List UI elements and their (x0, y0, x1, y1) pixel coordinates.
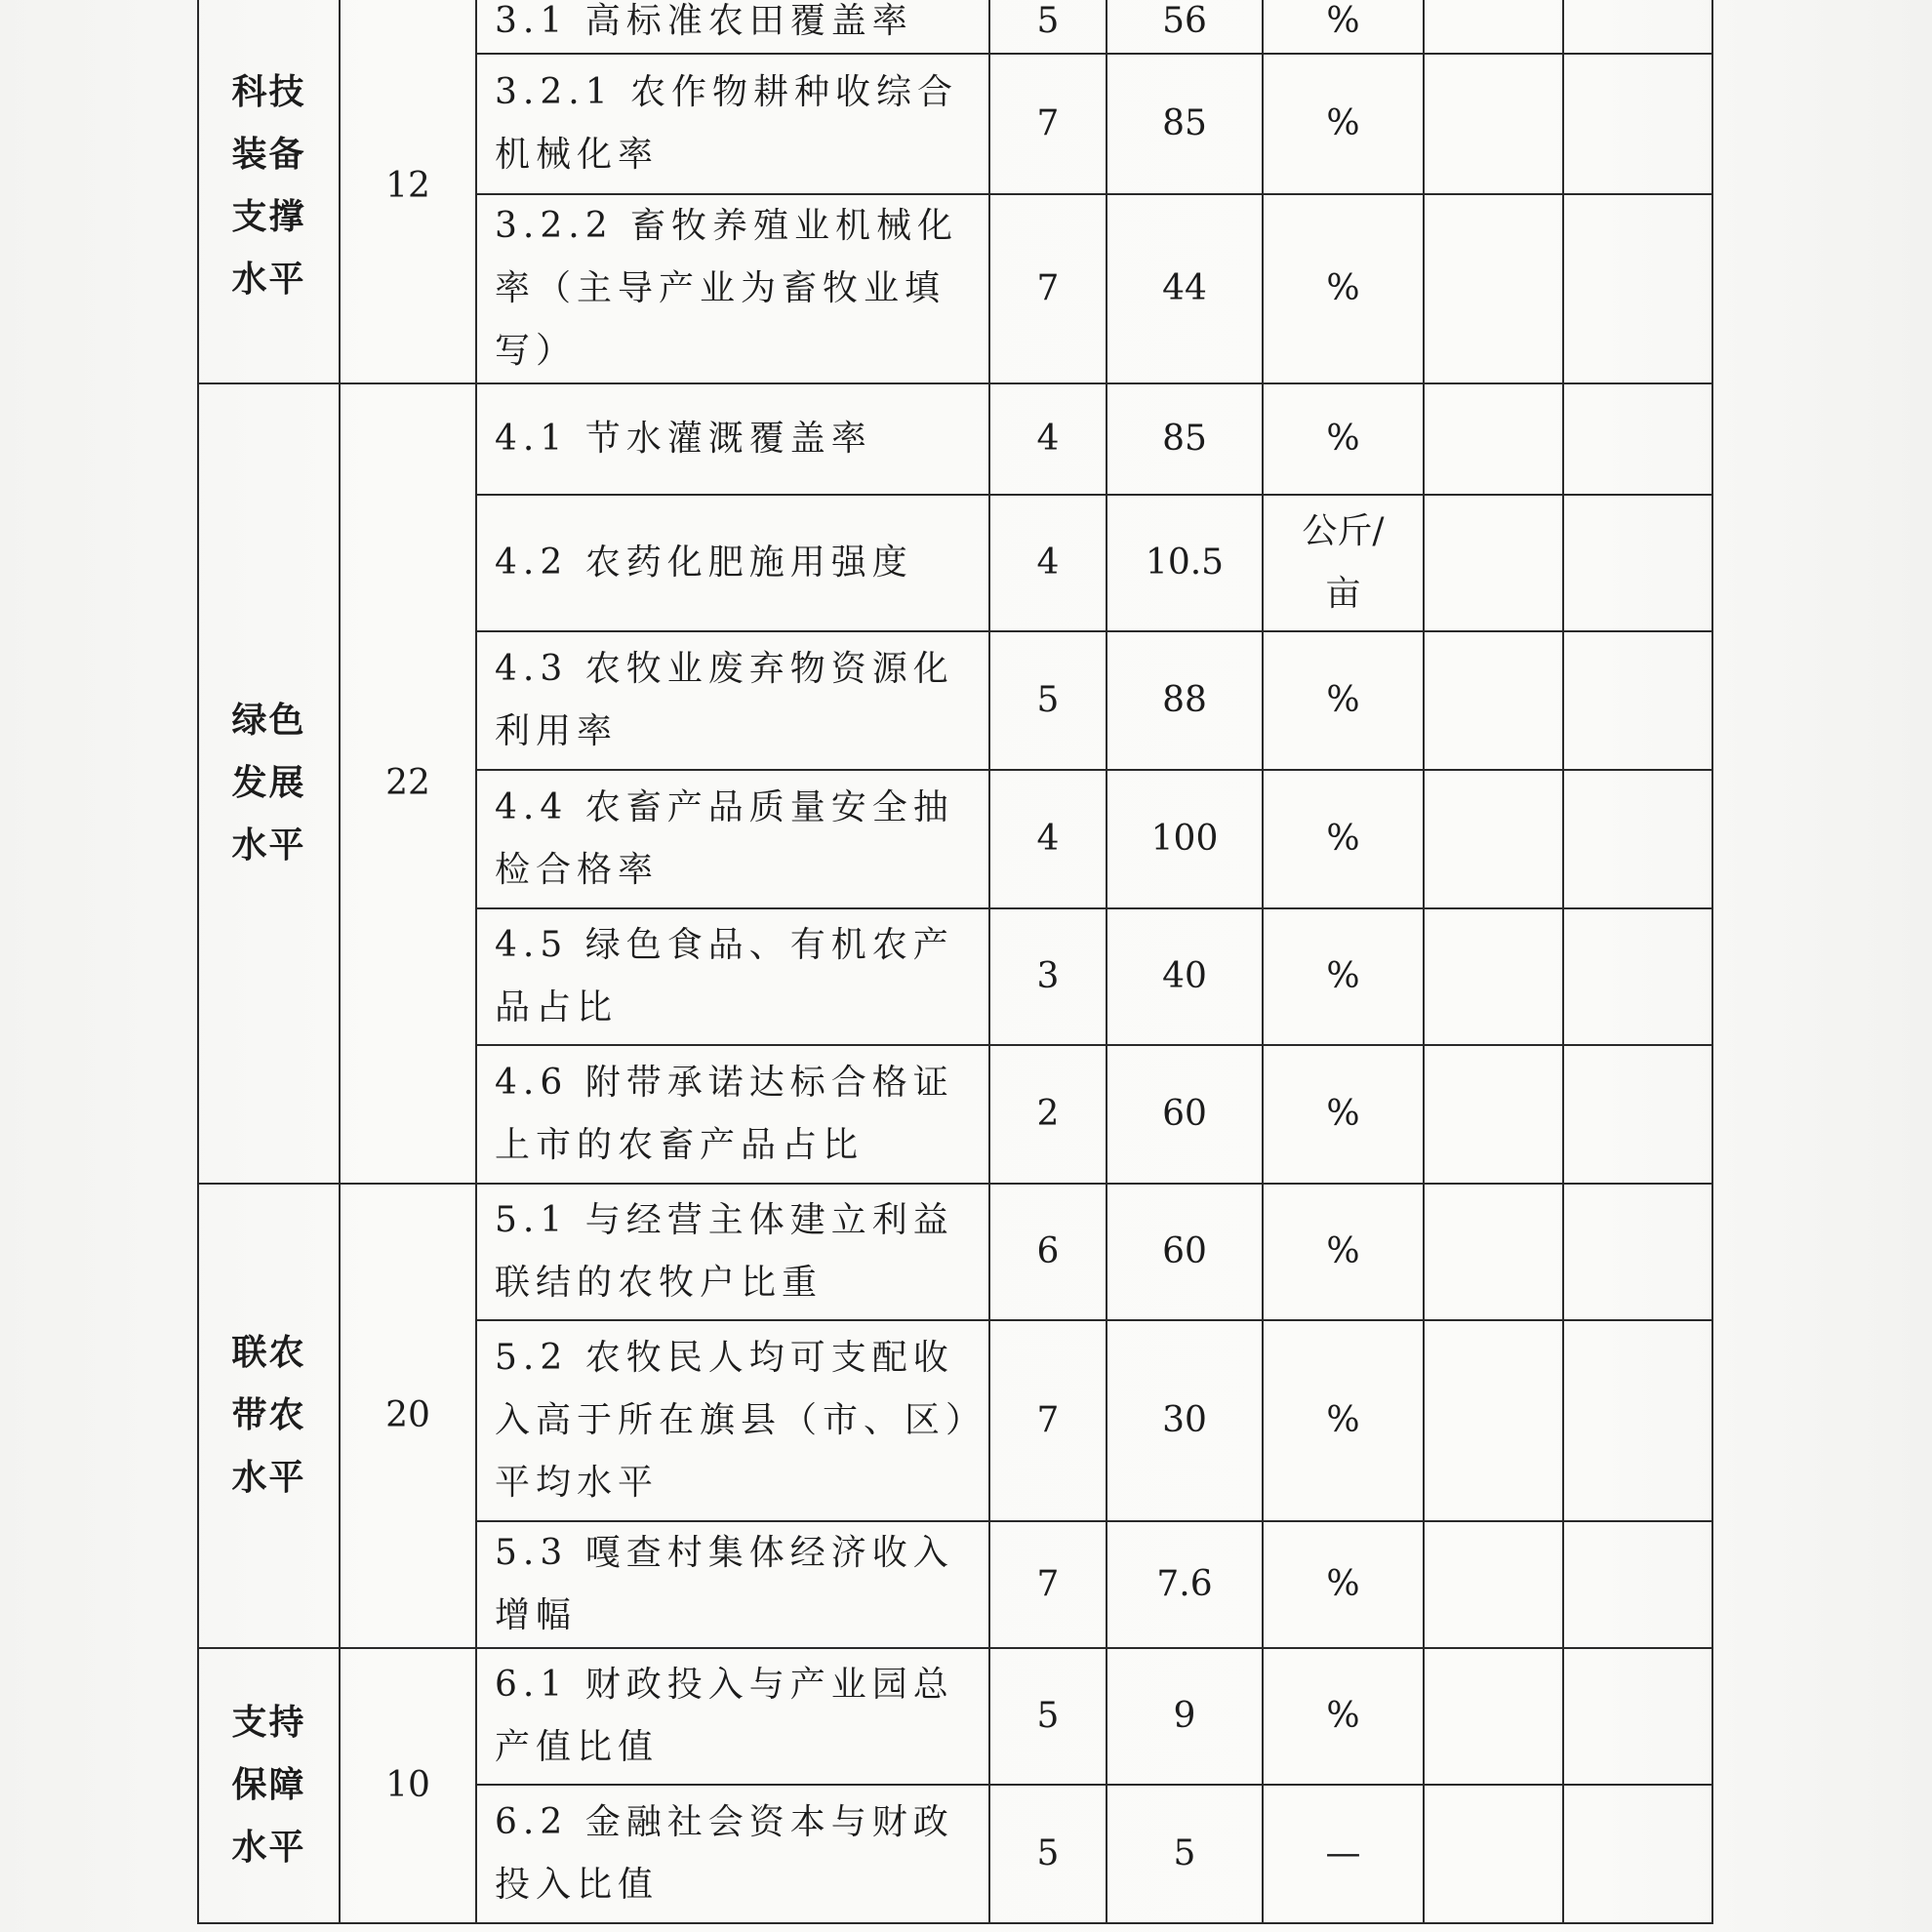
target-cell: 56 (1107, 0, 1263, 54)
empty-cell (1563, 908, 1712, 1045)
empty-cell (1563, 54, 1712, 194)
indicator-cell: 4.3 农牧业废弃物资源化利用率 (476, 631, 989, 770)
indicator-cell: 5.3 嘎查村集体经济收入增幅 (476, 1521, 989, 1648)
target-cell: 30 (1107, 1320, 1263, 1521)
target-cell: 60 (1107, 1184, 1263, 1320)
indicator-cell: 5.2 农牧民人均可支配收入高于所在旗县（市、区）平均水平 (476, 1320, 989, 1521)
unit-cell: % (1263, 1045, 1424, 1184)
category-total: 20 (340, 1184, 476, 1648)
unit-cell: % (1263, 770, 1424, 908)
target-cell: 9 (1107, 1648, 1263, 1785)
score-cell: 5 (989, 631, 1107, 770)
empty-cell (1563, 1184, 1712, 1320)
indicator-cell: 4.5 绿色食品、有机农产品占比 (476, 908, 989, 1045)
empty-cell (1424, 770, 1563, 908)
empty-cell (1424, 1648, 1563, 1785)
category-total: 22 (340, 383, 476, 1184)
empty-cell (1424, 1045, 1563, 1184)
target-cell: 60 (1107, 1045, 1263, 1184)
indicator-cell: 4.6 附带承诺达标合格证上市的农畜产品占比 (476, 1045, 989, 1184)
unit-cell: % (1263, 194, 1424, 383)
score-cell: 4 (989, 770, 1107, 908)
empty-cell (1563, 0, 1712, 54)
empty-cell (1563, 631, 1712, 770)
score-table (197, 0, 1713, 1924)
category-cell: 绿色 发展 水平 (198, 383, 340, 1184)
score-cell: 4 (989, 495, 1107, 631)
empty-cell (1563, 194, 1712, 383)
category-cell: 科技 装备 支撑 水平 (198, 0, 340, 383)
unit-cell: % (1263, 1184, 1424, 1320)
target-cell: 44 (1107, 194, 1263, 383)
empty-cell (1563, 1521, 1712, 1648)
category-cell: 支持 保障 水平 (198, 1648, 340, 1923)
empty-cell (1424, 1320, 1563, 1521)
score-cell: 6 (989, 1184, 1107, 1320)
score-cell: 5 (989, 0, 1107, 54)
unit-cell: — (1263, 1785, 1424, 1923)
empty-cell (1424, 908, 1563, 1045)
target-cell: 85 (1107, 383, 1263, 495)
score-cell: 7 (989, 54, 1107, 194)
target-cell: 7.6 (1107, 1521, 1263, 1648)
empty-cell (1563, 1045, 1712, 1184)
unit-cell: % (1263, 0, 1424, 54)
score-cell: 3 (989, 908, 1107, 1045)
empty-cell (1563, 1785, 1712, 1923)
empty-cell (1424, 1785, 1563, 1923)
indicator-cell: 5.1 与经营主体建立利益联结的农牧户比重 (476, 1184, 989, 1320)
unit-cell: % (1263, 1320, 1424, 1521)
indicator-cell: 4.2 农药化肥施用强度 (476, 495, 989, 631)
indicator-cell: 6.2 金融社会资本与财政投入比值 (476, 1785, 989, 1923)
empty-cell (1424, 383, 1563, 495)
empty-cell (1424, 0, 1563, 54)
empty-cell (1563, 383, 1712, 495)
unit-cell: % (1263, 1521, 1424, 1648)
indicator-cell: 4.1 节水灌溉覆盖率 (476, 383, 989, 495)
empty-cell (1424, 1521, 1563, 1648)
unit-cell: % (1263, 1648, 1424, 1785)
empty-cell (1563, 1648, 1712, 1785)
empty-cell (1424, 194, 1563, 383)
score-cell: 7 (989, 1320, 1107, 1521)
score-cell: 2 (989, 1045, 1107, 1184)
table-row (198, 1184, 1712, 1320)
unit-cell: % (1263, 908, 1424, 1045)
indicator-cell: 4.4 农畜产品质量安全抽检合格率 (476, 770, 989, 908)
target-cell: 85 (1107, 54, 1263, 194)
table-row (198, 383, 1712, 495)
target-cell: 5 (1107, 1785, 1263, 1923)
target-cell: 10.5 (1107, 495, 1263, 631)
empty-cell (1424, 495, 1563, 631)
category-cell: 联农 带农 水平 (198, 1184, 340, 1648)
score-cell: 5 (989, 1785, 1107, 1923)
target-cell: 40 (1107, 908, 1263, 1045)
score-cell: 4 (989, 383, 1107, 495)
target-cell: 88 (1107, 631, 1263, 770)
empty-cell (1424, 1184, 1563, 1320)
indicator-cell: 3.2.2 畜牧养殖业机械化率（主导产业为畜牧业填写） (476, 194, 989, 383)
unit-cell: % (1263, 383, 1424, 495)
category-total: 12 (340, 0, 476, 383)
table-row (198, 0, 1712, 54)
unit-cell: 公斤/ 亩 (1263, 495, 1424, 631)
score-cell: 7 (989, 1521, 1107, 1648)
target-cell: 100 (1107, 770, 1263, 908)
score-cell: 7 (989, 194, 1107, 383)
empty-cell (1424, 631, 1563, 770)
indicator-cell: 3.2.1 农作物耕种收综合机械化率 (476, 54, 989, 194)
table-row (198, 1648, 1712, 1785)
unit-cell: % (1263, 54, 1424, 194)
empty-cell (1563, 495, 1712, 631)
indicator-cell: 3.1 高标准农田覆盖率 (476, 0, 989, 54)
empty-cell (1563, 770, 1712, 908)
score-cell: 5 (989, 1648, 1107, 1785)
empty-cell (1563, 1320, 1712, 1521)
category-total: 10 (340, 1648, 476, 1923)
unit-cell: % (1263, 631, 1424, 770)
indicator-cell: 6.1 财政投入与产业园总产值比值 (476, 1648, 989, 1785)
empty-cell (1424, 54, 1563, 194)
